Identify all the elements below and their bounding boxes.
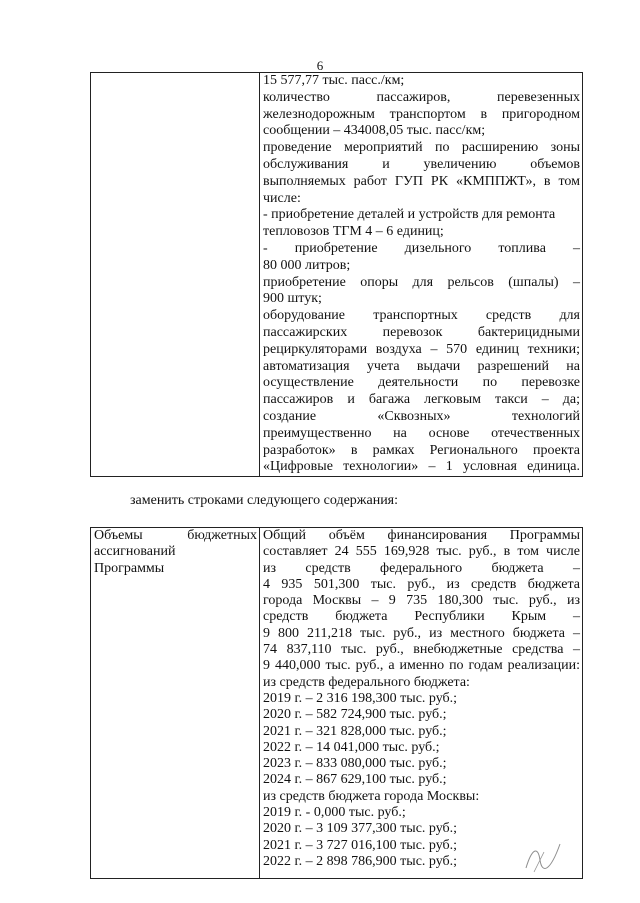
table-cell-section-label [91,528,260,879]
text-line: - приобретение деталей и устройств для ремонта [263,207,556,223]
page-number: 6 [316,58,324,73]
text-line: автоматизация учета выдачи разрешений на [263,358,580,374]
text-line: 9 800 211,218 тыс. руб., из местного бюджета – [263,625,580,641]
text-line: Объемы бюджетных [94,528,257,543]
text-line: пассажиров и багажа легковым такси – да; [263,392,580,408]
text-line: оборудование транспортных средств для [263,308,580,324]
text-line: средств бюджета Республики Крым – [263,609,580,625]
text-line: 2019 г. - 0,000 тыс. руб.; [263,805,406,821]
text-line: ассигнований [94,544,176,560]
text-line: тепловозов ТГМ 4 – 6 единиц; [263,224,444,240]
text-line: пассажирских перевозок бактерицидными [263,324,580,340]
text-line: проведение мероприятий по расширению зоны [263,140,580,156]
text-line: 74 837,110 тыс. руб., внебюджетные средства – [263,642,580,658]
text-line: разработок» в рамках Регионального проекта [263,442,580,458]
text-line: «Цифровые технологии» – 1 условная единица. [263,459,580,475]
text-line: 80 000 литров; [263,257,351,273]
text-line: 2023 г. – 833 080,000 тыс. руб.; [263,756,447,772]
text-line: 2019 г. – 2 316 198,300 тыс. руб.; [263,690,458,706]
table-row [91,73,583,477]
text-line: обслуживания и увеличению объемов [263,156,580,172]
text-line: количество пассажиров, перевезенных [263,89,580,105]
text-line: сообщении – 434008,05 тыс. пасс/км; [263,123,486,139]
text-line: 2020 г. – 3 109 377,300 тыс. руб.; [263,821,458,837]
passport-table-old-rows [90,72,583,477]
text-line: 2022 г. – 2 898 786,900 тыс. руб.; [263,853,458,869]
table-cell-left-empty [91,73,260,477]
table-cell-indicators [260,73,583,477]
text-line: осуществление деятельности по перевозке [263,375,580,391]
text-line: 2021 г. – 3 727 016,100 тыс. руб.; [263,837,458,853]
text-line: 2020 г. – 582 724,900 тыс. руб.; [263,707,447,723]
text-line: 15 577,77 тыс. пасс./км; [263,73,405,88]
text-line: приобретение опоры для рельсов (шпалы) – [263,274,580,290]
text-line: железнодорожным транспортом в пригородном [263,106,580,122]
text-line: Программы [94,560,165,576]
text-line: - приобретение дизельного топлива – [263,240,580,256]
handwritten-mark-icon [520,838,566,876]
passport-table-new-rows [90,527,583,879]
table-cell-funding-text [260,528,583,879]
text-line: из средств федерального бюджета: [263,674,470,690]
text-line: выполняемых работ ГУП РК «КМППЖТ», в том [263,173,580,189]
text-line: Общий объём финансирования Программы [263,528,580,543]
text-line: 2022 г. – 14 041,000 тыс. руб.; [263,739,440,755]
text-line: преимущественно на основе отечественных [263,425,580,441]
text-line: 2021 г. – 321 828,000 тыс. руб.; [263,723,447,739]
text-line: 9 440,000 тыс. руб., а именно по годам реализации: [263,658,580,674]
text-line: числе: [263,190,301,206]
table-row [91,528,583,879]
text-line: из средств бюджета города Москвы: [263,788,480,804]
text-line: создание «Сквозных» технологий [263,408,580,424]
text-line: рециркуляторами воздуха – 570 единиц техники; [263,341,580,357]
text-line: 4 935 501,300 тыс. руб., из средств бюджета [263,576,580,592]
text-line: 2024 г. – 867 629,100 тыс. руб.; [263,772,447,788]
replace-instruction-text: заменить строками следующего содержания: [130,493,399,508]
text-line: составляет 24 555 169,928 тыс. руб., в том числе [263,544,580,560]
text-line: 900 штук; [263,291,322,307]
text-line: города Москвы – 9 735 180,300 тыс. руб., из [263,593,580,609]
text-line: из средств федерального бюджета – [263,560,580,576]
